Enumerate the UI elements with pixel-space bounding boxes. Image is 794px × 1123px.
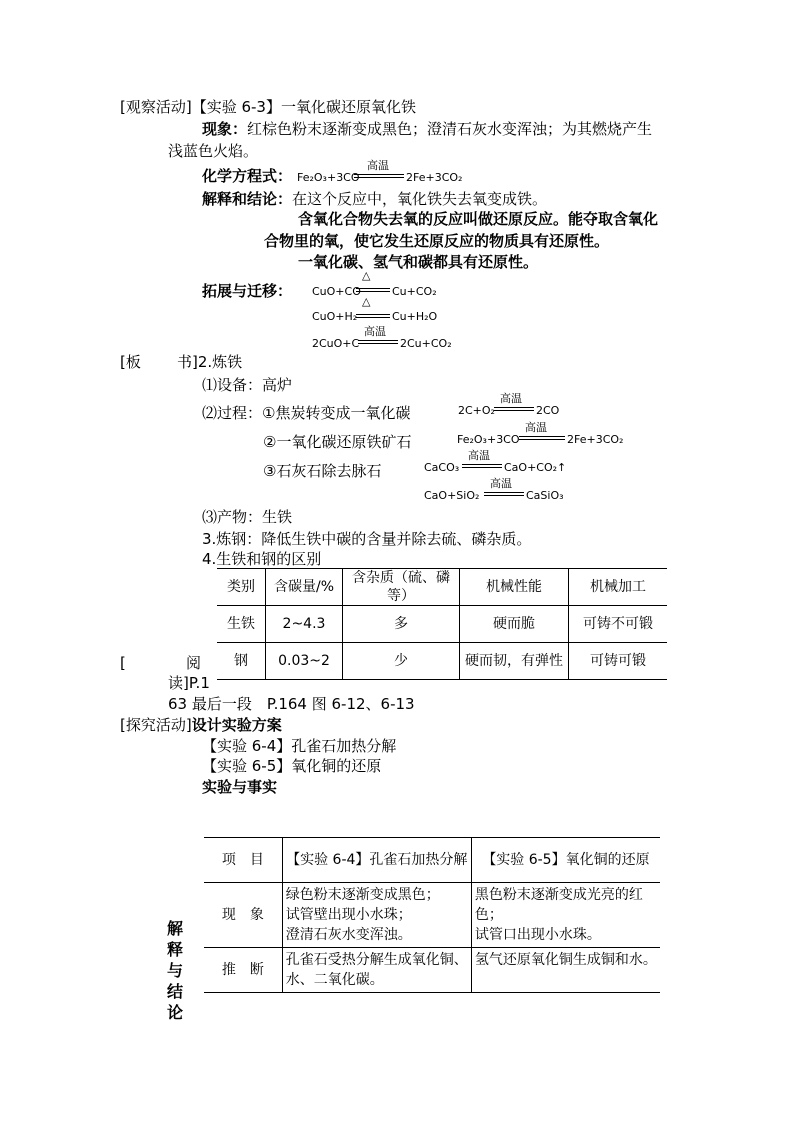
exp-6-4-line: 【实验 6-4】孔雀石加热分解 [202, 737, 397, 755]
eq-bar [484, 492, 524, 496]
equation-cuo-co [312, 269, 512, 300]
eq-condition: 高温 [367, 159, 389, 172]
eq-left: 2CuO+C [312, 337, 360, 350]
table-cell: 硬而脆 [460, 606, 569, 643]
table-cell: 2~4.3 [266, 606, 343, 643]
equation-label: 化学方程式： [202, 167, 293, 185]
table-cell: 推 断 [204, 948, 282, 993]
table-header-cell: 【实验 6-4】孔雀石加热分解 [282, 838, 471, 883]
table-header-row [204, 838, 660, 883]
eq-right: 2Cu+CO₂ [400, 337, 452, 350]
eq-condition: △ [362, 295, 371, 308]
eq-left: CaO+SiO₂ [424, 489, 480, 502]
eq-left: CuO+CO [312, 285, 361, 298]
eq-condition: △ [362, 269, 371, 282]
table-cell: 现 象 [204, 883, 282, 948]
experiment-table [204, 837, 660, 993]
eq-right: CaSiO₃ [526, 489, 564, 502]
eq-right: 2Fe+3CO₂ [406, 171, 463, 184]
eq-bar [356, 314, 390, 318]
conclusion-line [202, 188, 547, 210]
eq-right: Cu+CO₂ [392, 285, 437, 298]
table-header-cell: 项 目 [204, 838, 282, 883]
table-cell: 生铁 [217, 606, 266, 643]
eq-left: CuO+H₂ [312, 310, 358, 323]
eq-left: 2C+O₂ [458, 404, 495, 417]
equation-caco3 [424, 449, 604, 476]
table-cell: 黑色粉末逐渐变成光亮的红色； 试管口出现小水珠。 [471, 883, 660, 948]
table-cell: 多 [343, 606, 460, 643]
table-header-cell: 含碳量/% [266, 569, 343, 606]
eq-bar [519, 436, 565, 440]
equation-cao-sio2 [424, 477, 604, 504]
table-header-cell: 机械加工 [569, 569, 668, 606]
board-heading-left: [板 [120, 353, 141, 371]
eq-bar [462, 464, 502, 468]
eq-bar [354, 174, 404, 178]
bold-line-3: 一氧化碳、氢气和碳都具有还原性。 [298, 253, 539, 271]
product-line: ⑶产物：生铁 [202, 508, 293, 526]
equation-fe2o3-co-2 [457, 421, 647, 449]
explore-heading-plain: [探究活动] [120, 716, 192, 734]
eq-condition: 高温 [525, 421, 547, 434]
eq-left: CaCO₃ [424, 461, 460, 474]
facts-heading: 实验与事实 [202, 778, 278, 796]
table-cell: 可铸可锻 [569, 643, 668, 680]
eq-right: 2Fe+3CO₂ [567, 433, 624, 446]
table-header-row [217, 569, 667, 606]
bold-line-2: 合物里的氧，使它发生还原反应的物质具有还原性。 [264, 232, 610, 250]
table-cell: 硬而韧，有弹性 [460, 643, 569, 680]
table-cell: 孔雀石受热分解生成氧化铜、水、二氧化碳。 [282, 948, 471, 993]
eq-left: Fe₂O₃+3CO [457, 433, 520, 446]
bold-line-1: 含氧化合物失去氧的反应叫做还原反应。能夺取含氧化 [298, 210, 659, 228]
observe-heading: [观察活动]【实验 6-3】一氧化碳还原氧化铁 [120, 98, 416, 116]
table-cell: 可铸不可锻 [569, 606, 668, 643]
eq-bar [494, 407, 534, 411]
eq-right: Cu+H₂O [392, 310, 438, 323]
table-header-cell: 机械性能 [460, 569, 569, 606]
eq-condition: 高温 [500, 392, 522, 405]
steelmaking-line: 3.炼钢：降低生铁中碳的含量并除去硫、磷杂质。 [202, 530, 532, 548]
table-header-cell: 【实验 6-5】氧化铜的还原 [471, 838, 660, 883]
exp-6-5-line: 【实验 6-5】氧化铜的还原 [202, 757, 382, 775]
equation-cuo-h2 [312, 295, 512, 329]
eq-bar [358, 340, 398, 344]
table-row [217, 606, 667, 643]
eq-right: CaO+CO₂↑ [504, 461, 567, 474]
table-row [217, 643, 667, 680]
eq-bar [356, 288, 390, 292]
reading-line-2: 读]P.1 [168, 674, 210, 692]
table-cell: 少 [343, 643, 460, 680]
phenomenon-line [202, 118, 652, 140]
explore-heading-bold: 设计实验方案 [191, 716, 282, 734]
equation-cuo-c [312, 325, 512, 355]
eq-left: Fe₂O₃+3CO [297, 171, 360, 184]
table-cell: 0.03~2 [266, 643, 343, 680]
phenomenon-label: 现象： [202, 120, 248, 138]
reading-yue: 阅 [186, 654, 202, 672]
phenomenon-text-cont: 浅蓝色火焰。 [168, 142, 259, 160]
process-line-2: ②一氧化碳还原铁矿石 [263, 433, 412, 451]
table-header-cell: 含杂质（硫、磷等） [343, 569, 460, 606]
table-cell: 绿色粉末逐渐变成黑色； 试管壁出现小水珠； 澄清石灰水变浑浊。 [282, 883, 471, 948]
table-row [204, 948, 660, 993]
extension-label: 拓展与迁移： [202, 282, 293, 300]
equation-c-o2 [458, 392, 588, 420]
eq-condition: 高温 [468, 449, 490, 462]
eq-right: 2CO [536, 404, 560, 417]
eq-condition: 高温 [490, 477, 512, 490]
table-header-cell: 类别 [217, 569, 266, 606]
equation-fe2o3-co [297, 159, 497, 185]
eq-condition: 高温 [364, 325, 386, 338]
table-cell: 钢 [217, 643, 266, 680]
phenomenon-text: 红棕色粉末逐渐变成黑色；澄清石灰水变浑浊；为其燃烧产生 [247, 120, 653, 138]
side-label-explain: 解释与结论 [166, 919, 183, 1022]
table-row [204, 883, 660, 948]
reading-line-3: 63 最后一段 P.164 图 6-12、6-13 [168, 695, 415, 713]
equipment-line: ⑴设备：高炉 [202, 376, 293, 394]
reading-bracket: [ [120, 654, 126, 672]
board-heading-right: 书]2.炼铁 [177, 353, 243, 371]
table-cell: 氢气还原氧化铜生成铜和水。 [471, 948, 660, 993]
iron-steel-table [217, 568, 667, 680]
difference-line: 4.生铁和钢的区别 [202, 550, 322, 568]
explore-heading [120, 714, 282, 736]
conclusion-label: 解释和结论： [202, 190, 293, 208]
conclusion-text: 在这个反应中，氧化铁失去氧变成铁。 [292, 190, 548, 208]
process-line-1: ⑵过程：①焦炭转变成一氧化碳 [202, 404, 411, 422]
process-line-3: ③石灰石除去脉石 [263, 462, 382, 480]
